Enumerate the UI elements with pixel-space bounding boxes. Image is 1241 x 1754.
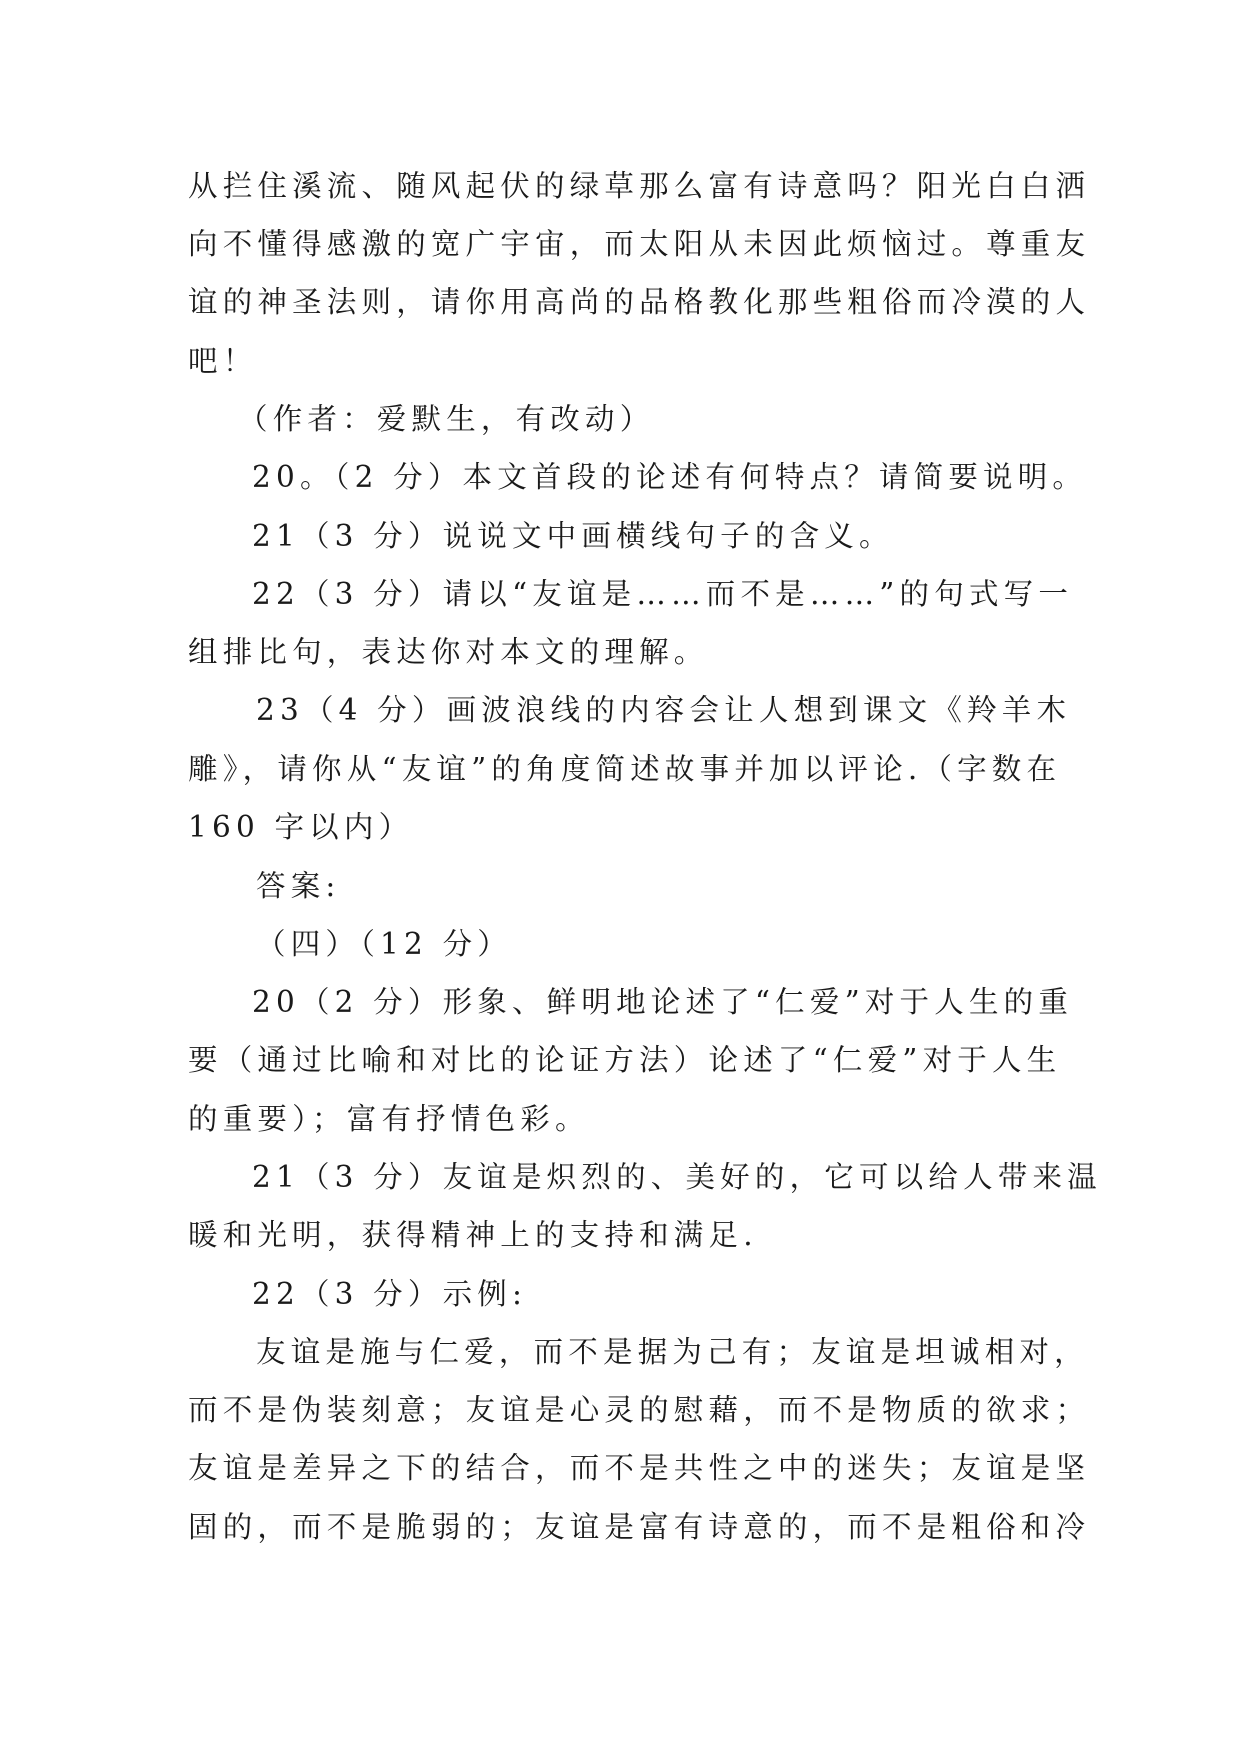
answer-section-label: （四）（12 分）	[256, 927, 512, 961]
answer-heading: 答案:	[256, 869, 341, 903]
question-23-line-1: 23（4 分）画波浪线的内容会让人想到课文《羚羊木	[256, 693, 1072, 727]
author-note: （作者：爱默生，有改动）	[238, 402, 655, 436]
text-line-continuation-1: 从拦住溪流、随风起伏的绿草那么富有诗意吗？阳光白白洒	[188, 169, 1091, 203]
text-line-continuation-2: 向不懂得感激的宽广宇宙，而太阳从未因此烦恼过。尊重友	[188, 227, 1091, 261]
answer-22-example-line-1: 友谊是施与仁爱，而不是据为己有；友谊是坦诚相对，	[256, 1335, 1089, 1369]
answer-20-line-1: 20（2 分）形象、鲜明地论述了“仁爱”对于人生的重	[252, 985, 1074, 1019]
answer-21-line-1: 21（3 分）友谊是炽烈的、美好的，它可以给人带来温	[252, 1160, 1102, 1194]
answer-22-example-line-2: 而不是伪装刻意；友谊是心灵的慰藉，而不是物质的欲求；	[188, 1393, 1091, 1427]
answer-22-heading: 22（3 分）示例:	[252, 1277, 528, 1311]
answer-22-example-line-3: 友谊是差异之下的结合，而不是共性之中的迷失；友谊是坚	[188, 1451, 1091, 1485]
answer-21-line-2: 暖和光明，获得精神上的支持和满足.	[188, 1218, 758, 1252]
question-22-line-2: 组排比句，表达你对本文的理解。	[188, 635, 709, 669]
question-22-line-1: 22（3 分）请以“友谊是……而不是……”的句式写一	[252, 577, 1074, 611]
question-23-line-3: 160 字以内）	[188, 810, 414, 844]
answer-20-line-2: 要（通过比喻和对比的论证方法）论述了“仁爱”对于人生	[188, 1043, 1062, 1077]
question-23-line-2: 雕》，请你从“友谊”的角度简述故事并加以评论.（字数在	[188, 752, 1062, 786]
answer-22-example-line-4: 固的，而不是脆弱的；友谊是富有诗意的，而不是粗俗和冷	[188, 1510, 1091, 1544]
question-20: 20。（2 分）本文首段的论述有何特点？请简要说明。	[252, 460, 1088, 494]
answer-20-line-3: 的重要）；富有抒情色彩。	[188, 1102, 590, 1136]
text-line-continuation-3: 谊的神圣法则，请你用高尚的品格教化那些粗俗而冷漠的人	[188, 285, 1091, 319]
question-21: 21（3 分）说说文中画横线句子的含义。	[252, 519, 894, 553]
text-line-continuation-4: 吧！	[188, 344, 258, 378]
